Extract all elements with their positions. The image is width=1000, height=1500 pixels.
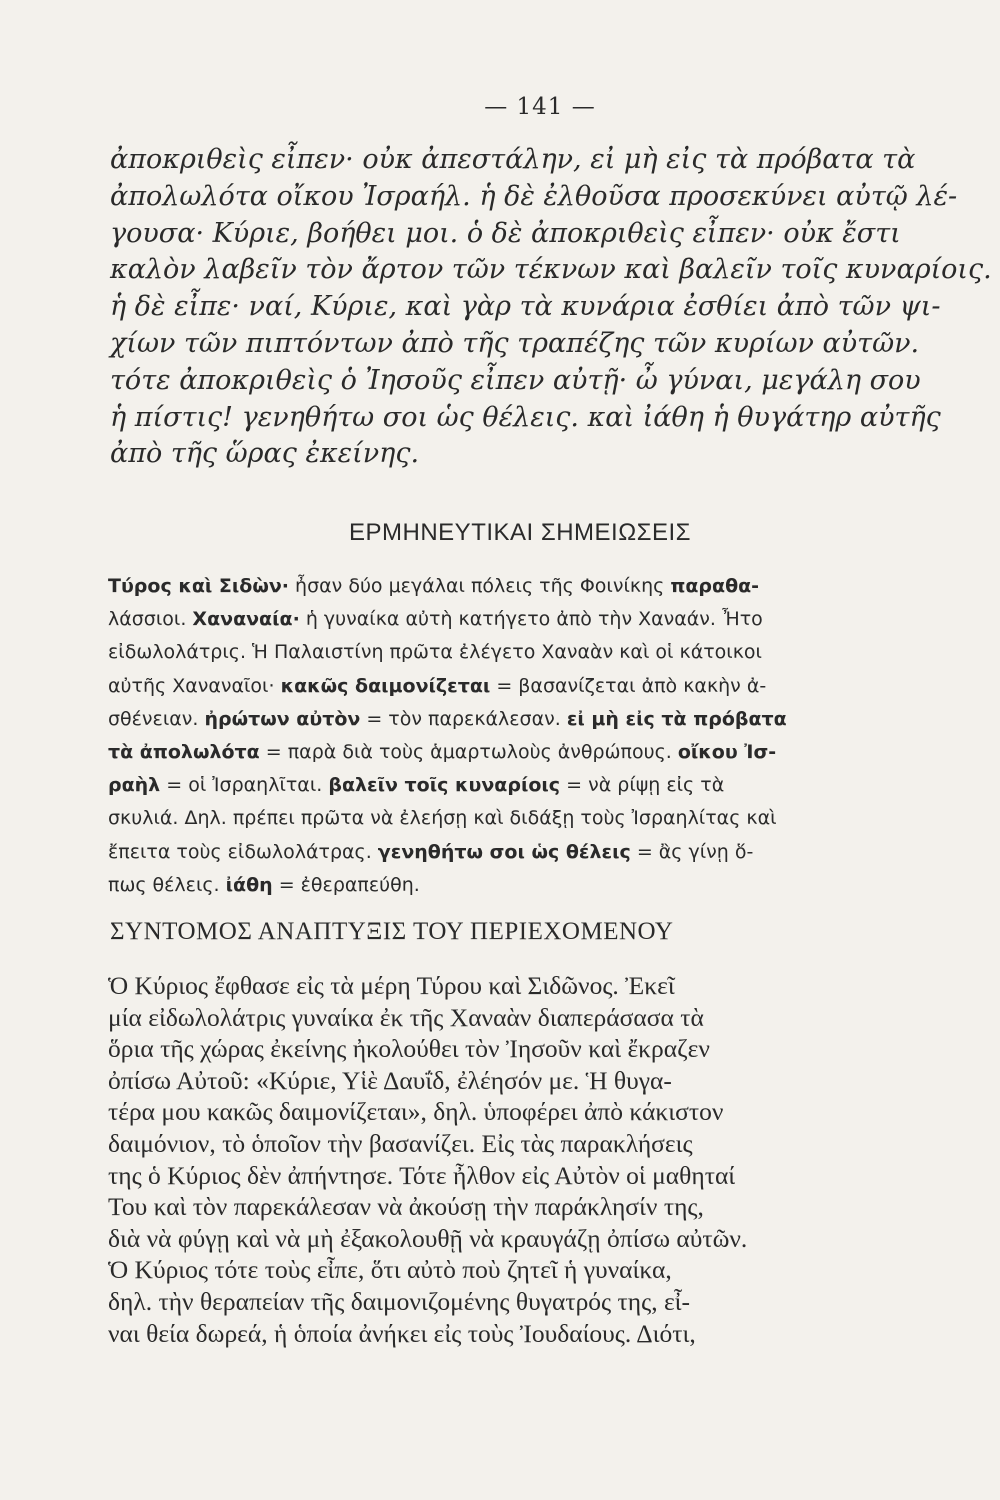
gospel-line: καλὸν λαβεῖν τὸν ἄρτον τῶν τέκνων καὶ βαλεῖν τοῖς κυναρίοις. xyxy=(110,254,992,286)
summary-line: ναι θεία δωρεά, ἡ ὁποία ἀνήκει εἰς τοὺς Ἰουδαίους. Διότι, xyxy=(108,1318,696,1348)
note-line xyxy=(108,603,828,636)
note-line xyxy=(108,836,828,869)
note-term: γενηθήτω σοι ὡς θέλεις xyxy=(377,840,631,863)
note-term: κακῶς δαιμονίζεται xyxy=(280,674,491,697)
note-term: ραὴλ xyxy=(108,774,161,797)
note-term: εἰ μὴ εἰς τὰ πρόβατα xyxy=(566,707,787,730)
summary-line: μία εἰδωλολάτρις γυναίκα ἐκ τῆς Χαναὰν διαπεράσασα τὰ xyxy=(108,1002,704,1032)
note-text: = τὸν παρεκάλεσαν. xyxy=(360,707,567,730)
summary-line: τέρα μου κακῶς δαιμονίζεται», δηλ. ὑποφέρει ἀπὸ κάκιστον xyxy=(108,1097,724,1127)
summary-line: διὰ νὰ φύγῃ καὶ νὰ μὴ ἐξακολουθῇ νὰ κραυγάζῃ ὀπίσω αὐτῶν. xyxy=(108,1223,748,1253)
page-number: — 141 — xyxy=(484,94,596,120)
note-line xyxy=(108,769,828,802)
note-text: = παρὰ διὰ τοὺς ἁμαρτωλοὺς ἀνθρώπους. xyxy=(259,741,678,764)
summary-heading: ΣΥΝΤΟΜΟΣ ΑΝΑΠΤΥΞΙΣ ΤΟΥ ΠΕΡΙΕΧΟΜΕΝΟΥ xyxy=(110,918,674,945)
note-term: Χαναναία· xyxy=(192,608,300,631)
note-term: βαλεῖν τοῖς κυναρίοις xyxy=(328,774,561,797)
note-text: λάσσιοι. xyxy=(108,608,193,631)
note-term: ἠρώτων αὐτὸν xyxy=(204,707,361,730)
summary-line: δαιμόνιον, τὸ ὁποῖον τὴν βασανίζει. Εἰς τὰς παρακλήσεις xyxy=(108,1128,693,1158)
note-text: πως θέλεις. xyxy=(108,873,226,896)
summary-line: Ὁ Κύριος ἔφθασε εἰς τὰ μέρη Τύρου καὶ Σιδῶνος. Ἐκεῖ xyxy=(108,971,675,1000)
gospel-line: ἡ πίστις! γενηθήτω σοι ὡς θέλεις. καὶ ἰάθη ἡ θυγάτηρ αὐτῆς xyxy=(110,401,941,433)
summary-line: της ὁ Κύριος δὲν ἀπήντησε. Τότε ἦλθον εἰς Αὐτὸν οἱ μαθηταί xyxy=(108,1160,736,1190)
summary-line: Ὁ Κύριος τότε τοὺς εἶπε, ὅτι αὐτὸ ποὺ ζητεῖ ἡ γυναίκα, xyxy=(108,1255,672,1285)
note-text: ἔπειτα τοὺς εἰδωλολάτρας. xyxy=(108,840,378,863)
note-text: = ἐθεραπεύθη. xyxy=(272,873,420,896)
note-text: = νὰ ρίψῃ εἰς τὰ xyxy=(560,774,725,797)
gospel-line: γουσα· Κύριε, βοήθει μοι. ὁ δὲ ἀποκριθεὶς εἶπεν· οὐκ ἔστι xyxy=(110,217,901,249)
note-text: αὐτῆς Χαναναῖοι· xyxy=(108,674,281,697)
note-text: σκυλιά. Δηλ. πρέπει πρῶτα νὰ ἐλεήσῃ καὶ διδάξῃ τοὺς Ἰσραηλίτας καὶ xyxy=(108,807,777,830)
gospel-line: χίων τῶν πιπτόντων ἀπὸ τῆς τραπέζης τῶν κυρίων αὐτῶν. xyxy=(110,327,920,359)
gospel-text xyxy=(110,142,992,473)
note-term: οἴκου Ἰσ- xyxy=(677,741,777,764)
note-text: = ἂς γίνῃ ὅ- xyxy=(630,840,754,863)
gospel-line: ἡ δὲ εἶπε· ναί, Κύριε, καὶ γὰρ τὰ κυνάρια ἐσθίει ἀπὸ τῶν ψι- xyxy=(110,291,941,323)
note-text: = οἱ Ἰσραηλῖται. xyxy=(160,774,329,797)
note-line xyxy=(108,670,828,703)
note-term: Τύρος καὶ Σιδὼν· xyxy=(108,575,290,597)
gospel-line: ἀπολωλότα οἴκου Ἰσραήλ. ἡ δὲ ἐλθοῦσα προσεκύνει αὐτῷ λέ- xyxy=(110,180,958,212)
note-line xyxy=(108,736,828,769)
summary-line: ὀπίσω Αὐτοῦ: «Κύριε, Υἱὲ Δαυΐδ, ἐλέησόν με. Ἡ θυγα- xyxy=(108,1065,672,1095)
note-line xyxy=(108,636,828,669)
note-text: = βασανίζεται ἀπὸ κακὴν ἀ- xyxy=(490,674,767,697)
gospel-line: τότε ἀποκριθεὶς ὁ Ἰησοῦς εἶπεν αὐτῇ· ὦ γύναι, μεγάλη σου xyxy=(110,364,921,396)
content-summary xyxy=(108,970,828,1349)
note-term: παραθα- xyxy=(670,575,760,597)
gospel-line: ἀποκριθεὶς εἶπεν· οὐκ ἀπεστάλην, εἰ μὴ εἰς τὰ πρόβατα τὰ xyxy=(110,144,916,175)
note-line xyxy=(108,802,828,835)
explanatory-notes xyxy=(108,570,828,902)
note-line xyxy=(108,570,828,603)
gospel-line: ἀπὸ τῆς ὥρας ἐκείνης. xyxy=(110,438,420,470)
notes-heading: ΕΡΜΗΝΕΥΤΙΚΑΙ ΣΗΜΕΙΩΣΕΙΣ xyxy=(349,519,691,546)
note-text: εἰδωλολάτρις. Ἡ Παλαιστίνη πρῶτα ἐλέγετο Χαναὰν καὶ οἱ κάτοικοι xyxy=(108,641,762,664)
note-term: τὰ ἀπολωλότα xyxy=(108,741,260,764)
note-text: ἡ γυναίκα αὐτὴ κατήγετο ἀπὸ τὴν Χαναάν. Ἦτο xyxy=(299,608,763,631)
summary-line: ὅρια τῆς χώρας ἐκείνης ἠκολούθει τὸν Ἰησοῦν καὶ ἔκραζεν xyxy=(108,1034,710,1064)
note-term: ἰάθη xyxy=(225,873,273,896)
summary-line: δηλ. τὴν θεραπείαν τῆς δαιμονιζομένης θυγατρός της, εἶ- xyxy=(108,1286,691,1316)
note-text: σθένειαν. xyxy=(108,707,205,730)
note-line xyxy=(108,703,828,736)
note-text: ἦσαν δύο μεγάλαι πόλεις τῆς Φοινίκης xyxy=(289,575,671,597)
note-line xyxy=(108,869,828,902)
summary-line: Του καὶ τὸν παρεκάλεσαν νὰ ἀκούσῃ τὴν παράκλησίν της, xyxy=(108,1192,704,1222)
